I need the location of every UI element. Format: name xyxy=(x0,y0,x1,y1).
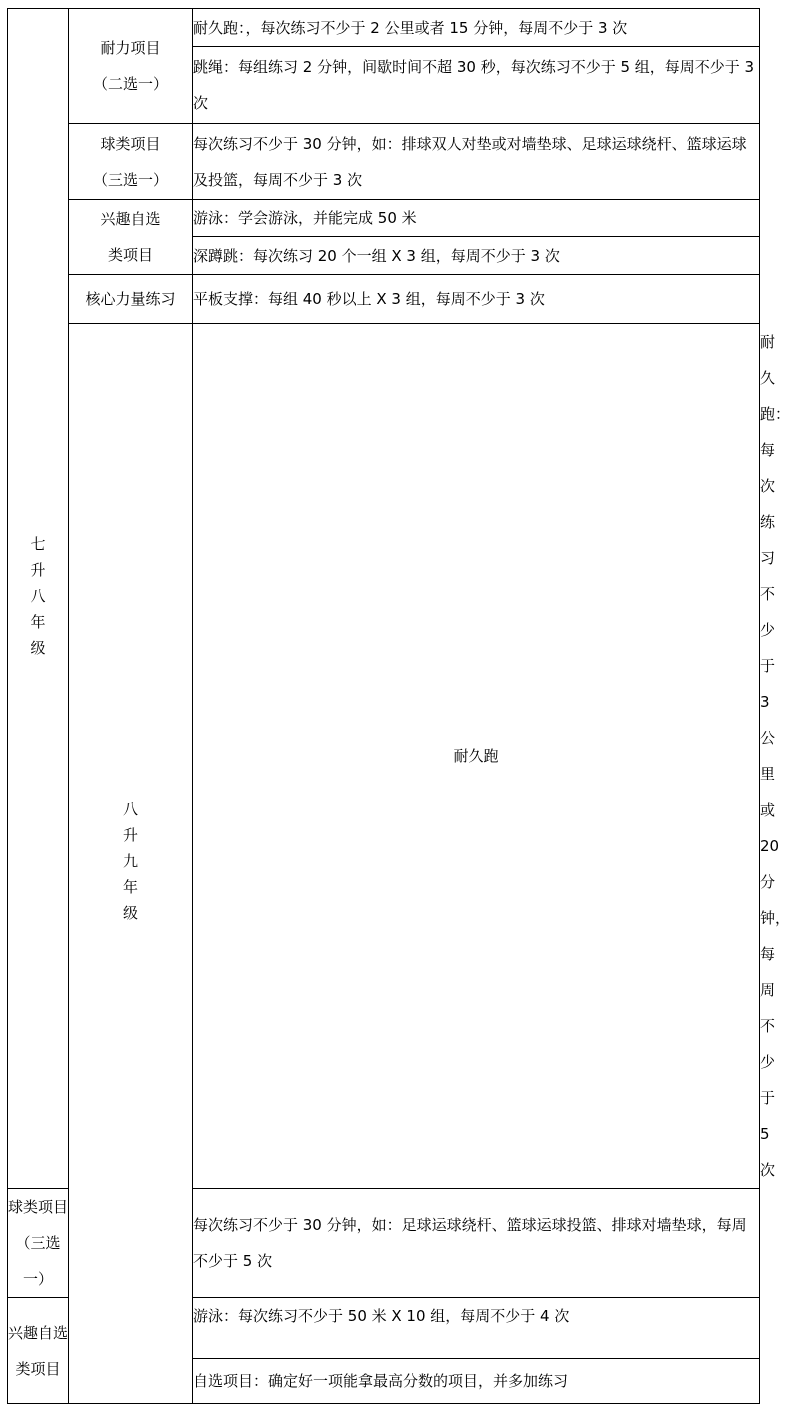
category-label: 兴趣自选 xyxy=(8,1323,69,1342)
requirement-cell: 跳绳：每组练习 2 分钟，间歇时间不超 30 秒，每次练习不少于 5 组，每周不少于 3 次 xyxy=(193,47,760,124)
category-note: （三选一） xyxy=(15,1234,61,1288)
requirement-cell: 游泳：学会游泳，并能完成 50 米 xyxy=(193,200,760,237)
requirement-cell: 耐久跑：，每次练习不少于 2 公里或者 15 分钟，每周不少于 3 次 xyxy=(193,9,760,47)
grade-label: 七升八年级 xyxy=(30,535,46,657)
category-label: 耐久跑 xyxy=(453,747,499,765)
grade-cell-8-to-9 xyxy=(69,324,193,1404)
category-label: 核心力量练习 xyxy=(85,290,176,308)
requirement-cell: 平板支撑：每组 40 秒以上 X 3 组，每周不少于 3 次 xyxy=(193,275,760,324)
requirement-cell: 深蹲跳：每次练习 20 个一组 X 3 组，每周不少于 3 次 xyxy=(193,237,760,275)
category-label-line2: 类项目 xyxy=(15,1359,61,1378)
category-cell-endurance-run xyxy=(193,324,760,1189)
table-row xyxy=(8,9,760,47)
category-note: （二选一） xyxy=(92,75,168,93)
category-note: （三选一） xyxy=(92,170,168,189)
category-cell-interest xyxy=(69,200,193,275)
table-row: 八升九年级 耐久跑 耐久跑：每次练习不少于 3 公里或 20 分钟，每周不少于 5 次 xyxy=(8,324,760,1189)
category-cell-endurance xyxy=(69,9,193,124)
table-row xyxy=(8,275,760,324)
category-label: 耐力项目 xyxy=(100,39,161,57)
table-row xyxy=(8,124,760,200)
grade-label: 八升九年级 xyxy=(122,800,138,922)
requirement-cell: 自选项目：确定好一项能拿最高分数的项目，并多加练习 xyxy=(193,1359,760,1404)
category-label: 兴趣自选 xyxy=(100,210,161,228)
category-cell-ball xyxy=(69,124,193,200)
requirement-cell: 每次练习不少于 30 分钟，如：足球运球绕杆、篮球运球投篮、排球对墙垫球，每周不少于 5 次 xyxy=(193,1189,760,1298)
category-cell-core xyxy=(69,275,193,324)
category-cell-ball xyxy=(8,1189,69,1298)
table-row xyxy=(8,200,760,237)
requirement-cell: 每次练习不少于 30 分钟，如：排球双人对垫或对墙垫球、足球运球绕杆、篮球运球及投篮，每周不少于 3 次 xyxy=(193,124,760,200)
category-cell-interest xyxy=(8,1298,69,1404)
training-plan-table xyxy=(7,8,790,1404)
requirement-cell: 游泳：每次练习不少于 50 米 X 10 组，每周不少于 4 次 xyxy=(193,1298,760,1359)
category-label: 球类项目 xyxy=(100,134,161,153)
grade-cell-7-to-8 xyxy=(8,9,69,1189)
category-label-line2: 类项目 xyxy=(107,246,153,264)
category-label: 球类项目 xyxy=(8,1198,69,1216)
